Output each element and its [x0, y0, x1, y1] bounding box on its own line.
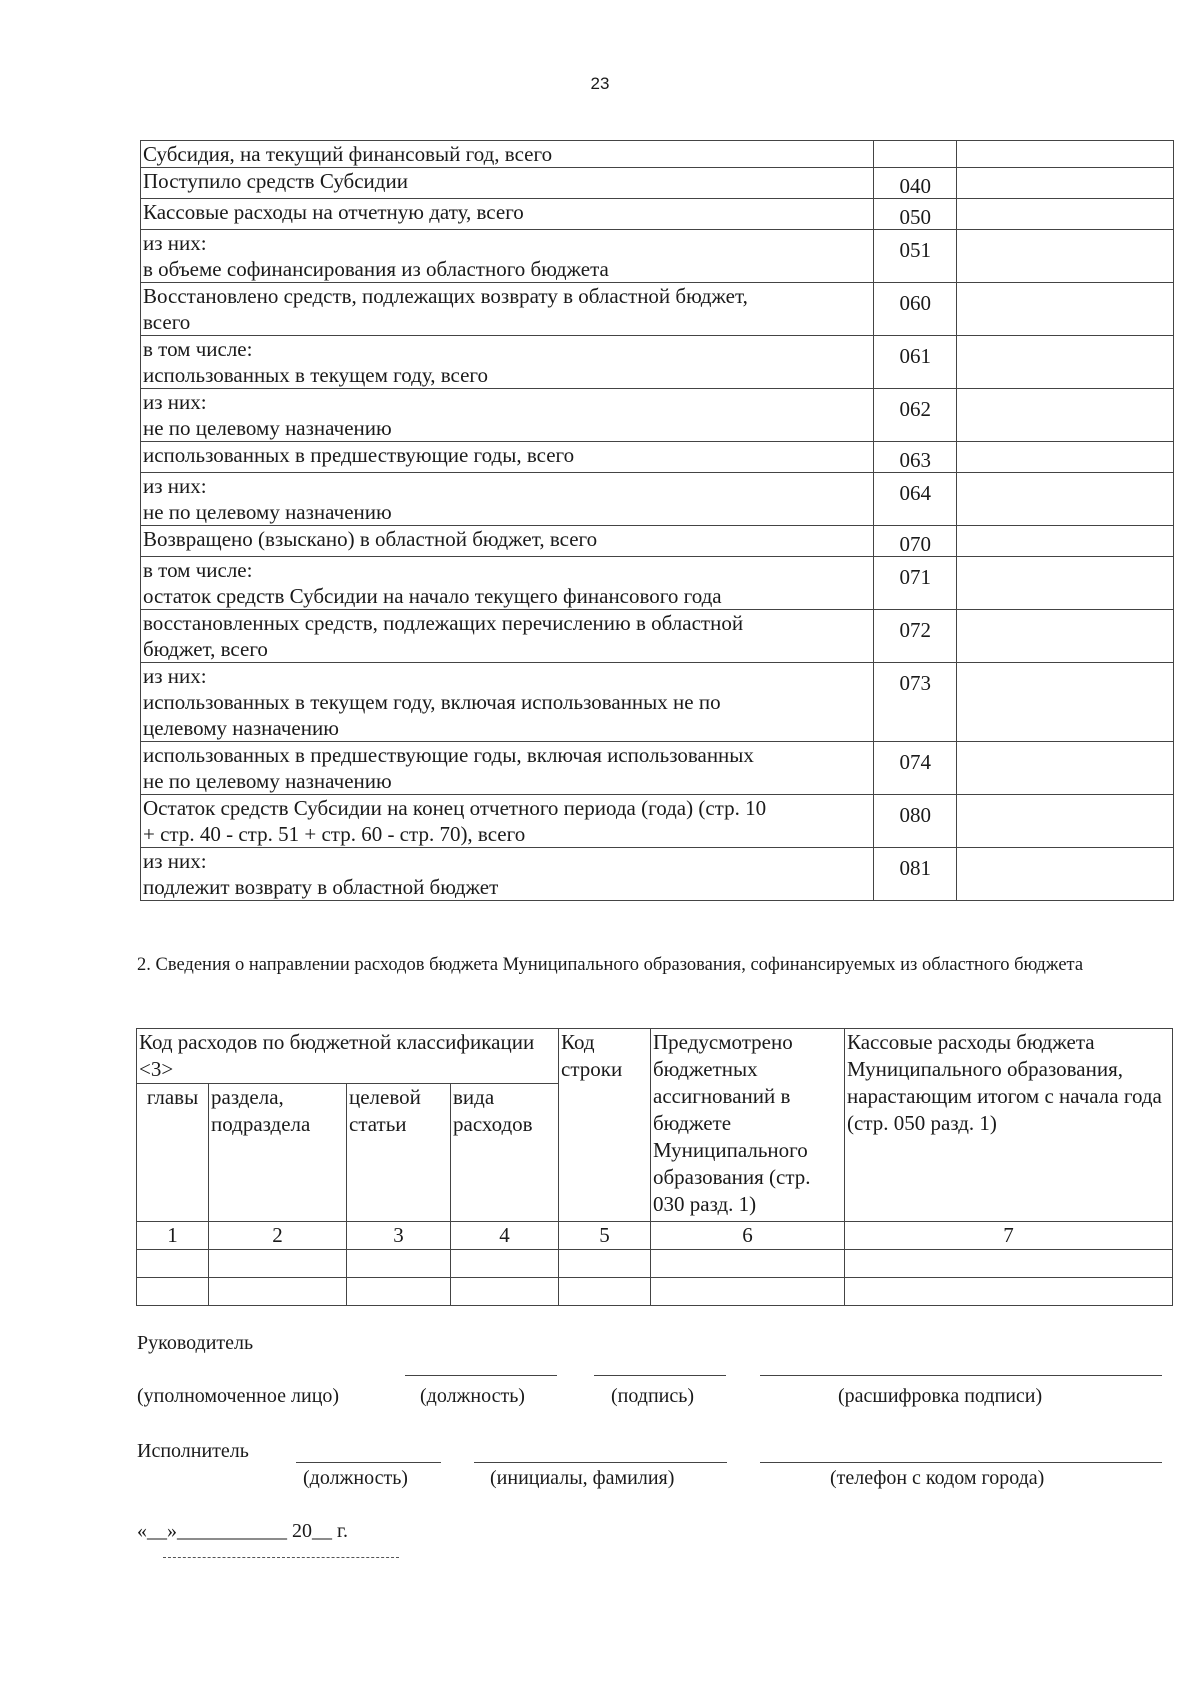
- cell-field[interactable]: [347, 1278, 451, 1306]
- table-row: [141, 795, 1174, 848]
- position-caption: (должность): [420, 1385, 525, 1407]
- row-code: 064: [874, 473, 957, 526]
- row-label: [141, 230, 874, 283]
- section-subsection-header: раздела, подраздела: [209, 1084, 347, 1222]
- row-code: 071: [874, 557, 957, 610]
- executor-position-line[interactable]: [296, 1462, 441, 1463]
- budget-classification-header: Код расходов по бюджетной классификации <3>: [137, 1029, 559, 1084]
- column-numbers-row: [137, 1222, 1173, 1250]
- row-label-line: из них:: [143, 231, 207, 255]
- cell-field[interactable]: [137, 1278, 209, 1306]
- cash-expenses-header: Кассовые расходы бюджета Муниципального образования, нарастающим итогом с начала года (стр. 050 разд. 1): [845, 1029, 1173, 1222]
- row-label-line: из них:: [143, 664, 207, 688]
- row-label: [141, 442, 874, 473]
- row-label: [141, 389, 874, 442]
- blank-row: [137, 1278, 1173, 1306]
- date-line[interactable]: «__»___________ 20__ г.: [137, 1520, 348, 1542]
- row-code: 080: [874, 795, 957, 848]
- column-number: 1: [137, 1222, 209, 1250]
- table-row: [141, 742, 1174, 795]
- cell-field[interactable]: [651, 1250, 845, 1278]
- chapter-header: главы: [137, 1084, 209, 1222]
- row-value-cell[interactable]: [957, 389, 1174, 442]
- row-label-line: целевому назначению: [143, 716, 339, 740]
- row-label-line: использованных в текущем году, включая использованных не по: [143, 690, 721, 714]
- cell-field[interactable]: [845, 1250, 1173, 1278]
- row-label-line: из них:: [143, 474, 207, 498]
- row-value-cell[interactable]: [957, 283, 1174, 336]
- row-label-line: в том числе:: [143, 558, 253, 582]
- initials-line[interactable]: [474, 1462, 727, 1463]
- authorized-person-label: (уполномоченное лицо): [137, 1385, 340, 1407]
- column-number: 5: [559, 1222, 651, 1250]
- row-label: [141, 742, 874, 795]
- cell-field[interactable]: [451, 1278, 559, 1306]
- row-label-line: бюджет, всего: [143, 637, 268, 661]
- decode-caption: (расшифровка подписи): [838, 1385, 1043, 1407]
- row-code: 063: [874, 442, 957, 473]
- executor-position-caption: (должность): [303, 1467, 408, 1489]
- row-code: 050: [874, 199, 957, 230]
- row-label-line: Субсидия, на текущий финансовый год, всего: [143, 142, 553, 166]
- row-label-line: не по целевому назначению: [143, 769, 392, 793]
- row-code: 040: [874, 168, 957, 199]
- planned-allocations-header: Предусмотрено бюджетных ассигнований в бюджете Муниципального образования (стр. 030 разд. 1): [651, 1029, 845, 1222]
- table-row: [141, 199, 1174, 230]
- head-label: Руководитель: [137, 1332, 254, 1354]
- decode-line[interactable]: [760, 1375, 1162, 1376]
- row-value-cell[interactable]: [957, 141, 1174, 168]
- row-label: [141, 473, 874, 526]
- page-number: 23: [590, 74, 610, 93]
- column-number: 6: [651, 1222, 845, 1250]
- row-value-cell[interactable]: [957, 336, 1174, 389]
- cell-field[interactable]: [559, 1250, 651, 1278]
- table-row: [141, 442, 1174, 473]
- row-value-cell[interactable]: [957, 473, 1174, 526]
- row-code: 070: [874, 526, 957, 557]
- row-label-line: из них:: [143, 390, 207, 414]
- position-line[interactable]: [405, 1375, 557, 1376]
- row-code: [874, 141, 957, 168]
- table-row: [141, 336, 1174, 389]
- expense-directions-table: [136, 1028, 1173, 1306]
- row-label: [141, 848, 874, 901]
- row-label: [141, 141, 874, 168]
- phone-caption: (телефон с кодом города): [830, 1467, 1045, 1489]
- target-item-header: целевой статьи: [347, 1084, 451, 1222]
- row-label-line: в объеме софинансирования из областного бюджета: [143, 257, 609, 281]
- row-label-line: Восстановлено средств, подлежащих возврату в областной бюджет,: [143, 284, 748, 308]
- row-label: [141, 663, 874, 742]
- cell-field[interactable]: [347, 1250, 451, 1278]
- footnote-separator: [163, 1557, 399, 1558]
- row-label: [141, 336, 874, 389]
- cell-field[interactable]: [209, 1250, 347, 1278]
- phone-line[interactable]: [760, 1462, 1162, 1463]
- row-label-line: использованных в предшествующие годы, включая использованных: [143, 743, 754, 767]
- row-value-cell[interactable]: [957, 742, 1174, 795]
- row-label: [141, 199, 874, 230]
- row-value-cell[interactable]: [957, 663, 1174, 742]
- table-row: [141, 663, 1174, 742]
- section-2-title: 2. Сведения о направлении расходов бюджета Муниципального образования, софинансируемых из областного бюджета: [137, 955, 1084, 975]
- row-code: 062: [874, 389, 957, 442]
- initials-caption: (инициалы, фамилия): [490, 1467, 675, 1489]
- row-value-cell[interactable]: [957, 199, 1174, 230]
- table-row: [141, 283, 1174, 336]
- signature-line[interactable]: [594, 1375, 726, 1376]
- table-row: [141, 389, 1174, 442]
- row-label-line: не по целевому назначению: [143, 500, 392, 524]
- row-value-cell[interactable]: [957, 526, 1174, 557]
- row-label: [141, 610, 874, 663]
- column-number: 3: [347, 1222, 451, 1250]
- table-row: [141, 141, 1174, 168]
- cell-field[interactable]: [451, 1250, 559, 1278]
- row-label-line: Остаток средств Субсидии на конец отчетного периода (года) (стр. 10: [143, 796, 767, 820]
- row-code: 074: [874, 742, 957, 795]
- row-label-line: Поступило средств Субсидии: [143, 169, 408, 193]
- signature-caption: (подпись): [611, 1385, 695, 1407]
- table-row: [141, 557, 1174, 610]
- expense-type-header: вида расходов: [451, 1084, 559, 1222]
- row-code: 081: [874, 848, 957, 901]
- executor-label: Исполнитель: [137, 1440, 249, 1462]
- row-label-line: в том числе:: [143, 337, 253, 361]
- row-label: [141, 526, 874, 557]
- column-number: 4: [451, 1222, 559, 1250]
- column-number: 2: [209, 1222, 347, 1250]
- row-label: [141, 795, 874, 848]
- row-label-line: подлежит возврату в областной бюджет: [143, 875, 499, 899]
- row-label: [141, 557, 874, 610]
- row-code: 073: [874, 663, 957, 742]
- row-value-cell[interactable]: [957, 610, 1174, 663]
- column-number: 7: [845, 1222, 1173, 1250]
- cell-field[interactable]: [559, 1278, 651, 1306]
- cell-field[interactable]: [845, 1278, 1173, 1306]
- cell-field[interactable]: [137, 1250, 209, 1278]
- row-value-cell[interactable]: [957, 168, 1174, 199]
- row-label: [141, 283, 874, 336]
- row-value-cell[interactable]: [957, 848, 1174, 901]
- blank-row: [137, 1250, 1173, 1278]
- row-code: 060: [874, 283, 957, 336]
- row-value-cell[interactable]: [957, 795, 1174, 848]
- table-row: [141, 168, 1174, 199]
- row-code: 072: [874, 610, 957, 663]
- row-label-line: использованных в предшествующие годы, всего: [143, 443, 575, 467]
- row-label: [141, 168, 874, 199]
- row-value-cell[interactable]: [957, 442, 1174, 473]
- table-row: [141, 610, 1174, 663]
- row-label-line: остаток средств Субсидии на начало текущего финансового года: [143, 584, 722, 608]
- row-label-line: восстановленных средств, подлежащих перечислению в областной: [143, 611, 744, 635]
- table-row: [141, 526, 1174, 557]
- row-code: 051: [874, 230, 957, 283]
- cell-field[interactable]: [209, 1278, 347, 1306]
- table-row: [141, 848, 1174, 901]
- row-code: 061: [874, 336, 957, 389]
- row-label-line: использованных в текущем году, всего: [143, 363, 488, 387]
- row-label-line: всего: [143, 310, 191, 334]
- row-label-line: Кассовые расходы на отчетную дату, всего: [143, 200, 524, 224]
- row-label-line: из них:: [143, 849, 207, 873]
- row-label-line: не по целевому назначению: [143, 416, 392, 440]
- table-row: [141, 230, 1174, 283]
- row-label-line: Возвращено (взыскано) в областной бюджет, всего: [143, 527, 598, 551]
- table-row: [141, 473, 1174, 526]
- row-value-cell[interactable]: [957, 230, 1174, 283]
- row-label-line: + стр. 40 - стр. 51 + стр. 60 - стр. 70), всего: [143, 822, 526, 846]
- row-value-cell[interactable]: [957, 557, 1174, 610]
- subsidy-report-table: [140, 140, 1174, 901]
- line-code-header: Код строки: [559, 1029, 651, 1222]
- cell-field[interactable]: [651, 1278, 845, 1306]
